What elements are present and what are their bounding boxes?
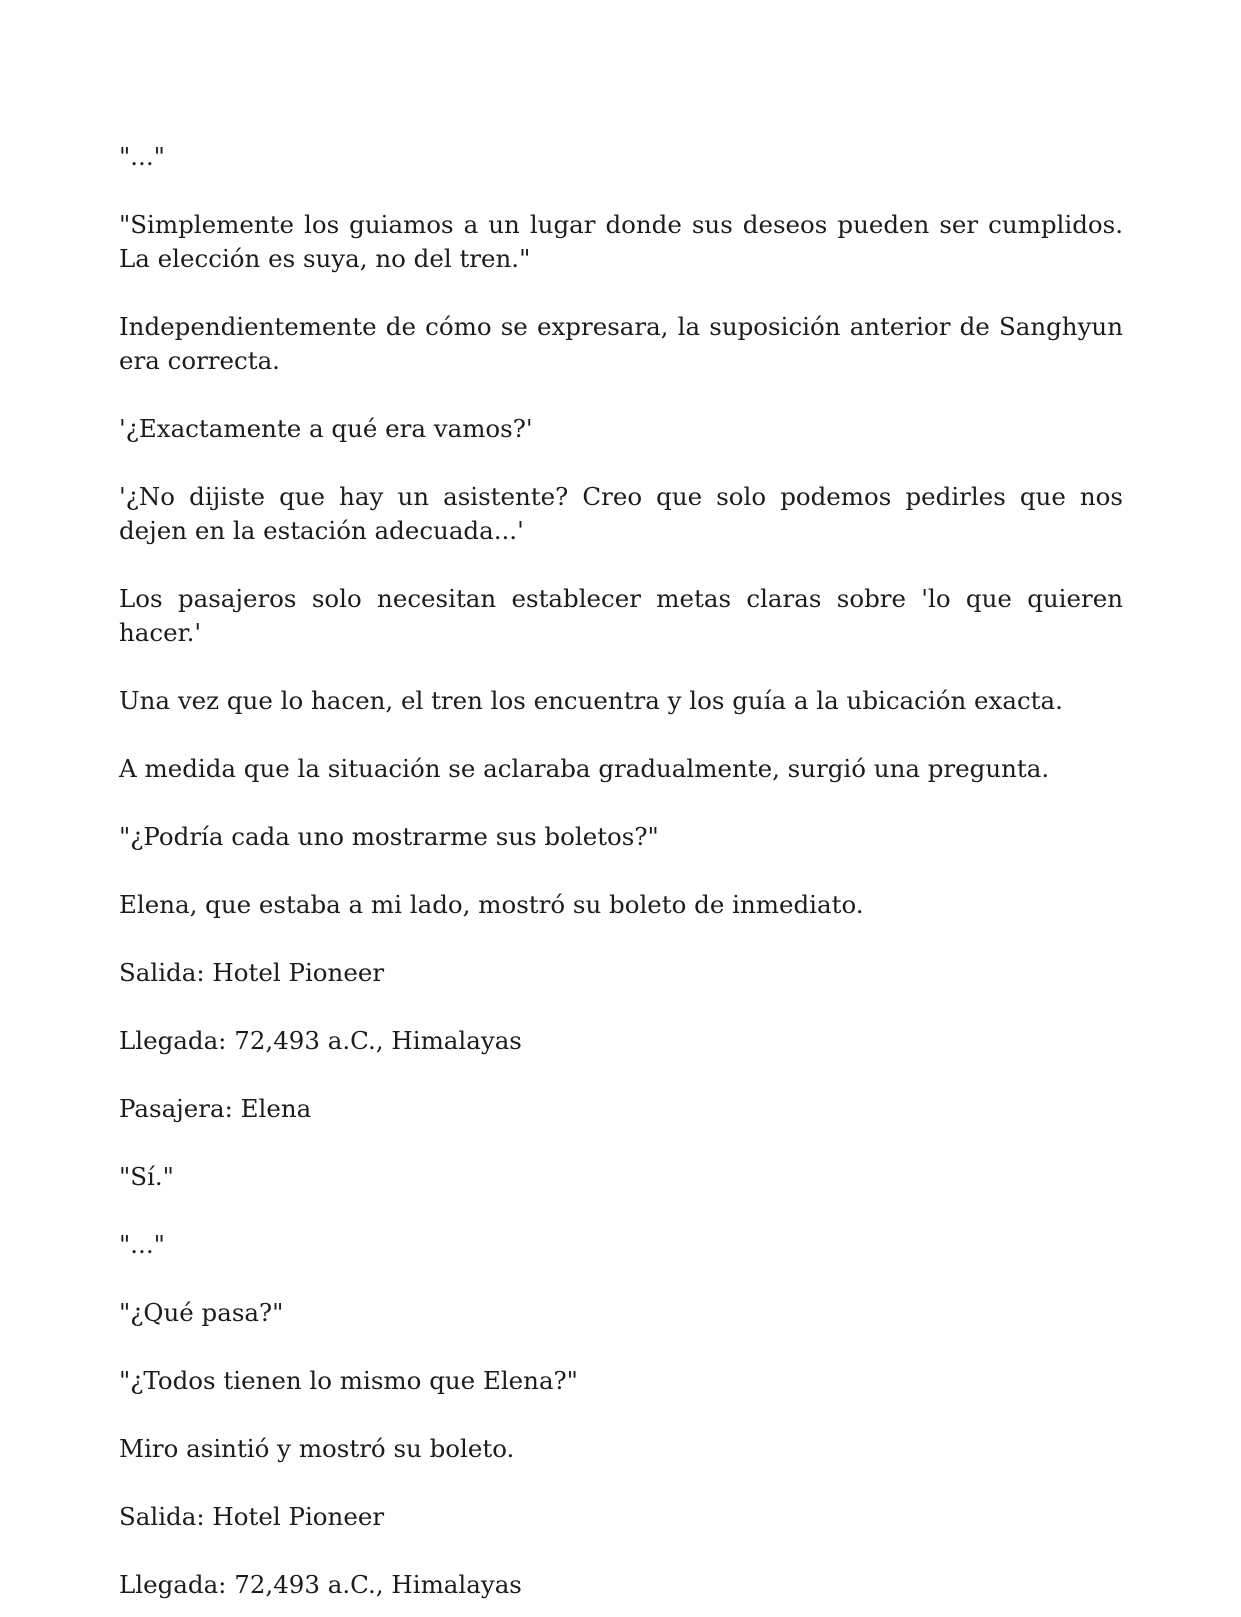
paragraph-16: "¿Qué pasa?" [119, 1298, 284, 1327]
paragraph-7: Una vez que lo hacen, el tren los encuentra y los guía a la ubicación exacta. [119, 686, 1063, 715]
ticket-passenger-1: Pasajera: Elena [119, 1094, 312, 1123]
ticket-arrival-1: Llegada: 72,493 a.C., Himalayas [119, 1026, 522, 1055]
paragraph-6: Los pasajeros solo necesitan establecer metas claras sobre 'lo que quieren hacer.' [119, 584, 1123, 647]
paragraph-1: "..." [119, 142, 165, 171]
ticket-departure-1: Salida: Hotel Pioneer [119, 958, 385, 987]
paragraph-17: "¿Todos tienen lo mismo que Elena?" [119, 1366, 578, 1395]
paragraph-8: A medida que la situación se aclaraba gradualmente, surgió una pregunta. [119, 754, 1050, 783]
paragraph-9: "¿Podría cada uno mostrarme sus boletos?" [119, 822, 659, 851]
document-body [119, 140, 1123, 1602]
ticket-arrival-2: Llegada: 72,493 a.C., Himalayas [119, 1570, 522, 1599]
ticket-departure-2: Salida: Hotel Pioneer [119, 1502, 385, 1531]
paragraph-5: '¿No dijiste que hay un asistente? Creo que solo podemos pedirles que nos dejen en la estación adecuada...' [119, 482, 1123, 545]
paragraph-15: "..." [119, 1230, 165, 1259]
paragraph-2: "Simplemente los guiamos a un lugar donde sus deseos pueden ser cumplidos. La elección es suya, no del tren." [119, 210, 1123, 273]
paragraph-3: Independientemente de cómo se expresara, la suposición anterior de Sanghyun era correcta. [119, 312, 1123, 375]
paragraph-4: '¿Exactamente a qué era vamos?' [119, 414, 533, 443]
paragraph-18: Miro asintió y mostró su boleto. [119, 1434, 515, 1463]
paragraph-10: Elena, que estaba a mi lado, mostró su boleto de inmediato. [119, 890, 864, 919]
paragraph-14: "Sí." [119, 1162, 174, 1191]
